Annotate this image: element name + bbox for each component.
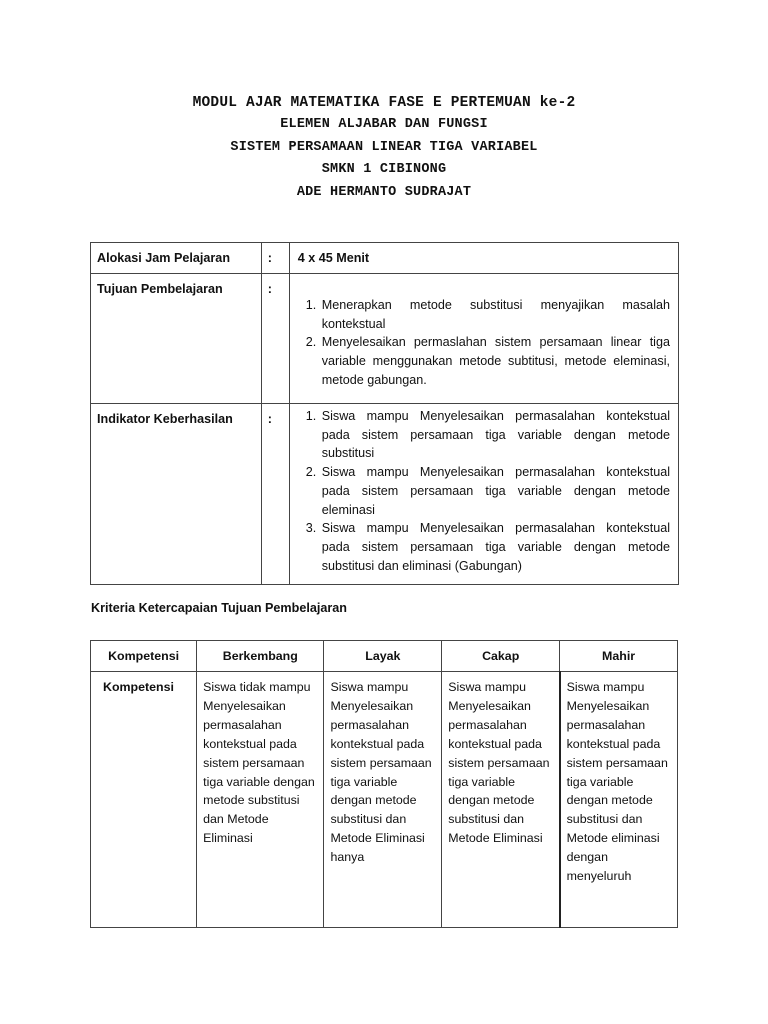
column-header: Berkembang [197,641,324,672]
info-separator: : [261,404,289,585]
list-item: 3. Siswa mampu Menyelesaikan permasalahan kontekstual pada sistem persamaan tiga variable dengan metode substitusi dan eliminasi (Gabungan) [320,519,670,575]
column-header: Mahir [560,641,678,672]
table-row [91,672,678,928]
list-item: 1. Siswa mampu Menyelesaikan permasalahan kontekstual pada sistem persamaan tiga variable dengan metode substitusi [320,407,670,463]
criteria-section-title: Kriteria Ketercapaian Tujuan Pembelajaran [91,601,347,615]
table-cell: Siswa mampu Menyelesaikan permasalahan kontekstual pada sistem persamaan tiga variable dengan metode substitusi dan Metode eliminasi dengan menyeluruh [560,672,678,928]
objectives-list [298,296,670,390]
info-label: Alokasi Jam Pelajaran [91,243,262,274]
info-value [289,274,678,404]
document-header [0,92,768,204]
document-school: SMKN 1 CIBINONG [321,162,447,177]
list-item: 2. Menyelesaikan permaslahan sistem persamaan linear tiga variable menggunakan metode subtitusi, metode eleminasi, metode gabungan. [320,333,670,389]
indicators-list [298,407,670,575]
criteria-header-row [91,641,678,672]
info-row-objectives [91,274,679,404]
document-author: ADE HERMANTO SUDRAJAT [296,184,472,200]
row-header: Kompetensi [91,672,197,928]
list-item: 1. Menerapkan metode substitusi menyajikan masalah kontekstual [320,296,670,333]
column-header: Kompetensi [91,641,197,672]
info-separator: : [261,243,289,274]
list-item: 2. Siswa mampu Menyelesaikan permasalahan kontekstual pada sistem persamaan tiga variable dengan metode eleminasi [320,463,670,519]
info-label: Tujuan Pembelajaran [91,274,262,404]
criteria-table [90,640,678,928]
document-topic: SISTEM PERSAMAAN LINEAR TIGA VARIABEL [230,139,538,155]
info-table [90,242,679,585]
table-cell: Siswa mampu Menyelesaikan permasalahan kontekstual pada sistem persamaan tiga variable dengan metode substitusi dan Metode Eliminasi [442,672,560,928]
info-label: Indikator Keberhasilan [91,404,262,585]
info-separator: : [261,274,289,404]
column-header: Cakap [442,641,560,672]
document-title: MODUL AJAR MATEMATIKA FASE E PERTEMUAN ke-2 [192,95,576,111]
info-row-time [91,243,679,274]
table-cell: Siswa tidak mampu Menyelesaikan permasalahan kontekstual pada sistem persamaan tiga variable dengan metode substitusi dan Metode Eliminasi [197,672,324,928]
info-value: 4 x 45 Menit [289,243,678,274]
table-cell: Siswa mampu Menyelesaikan permasalahan kontekstual pada sistem persamaan tiga variable dengan metode substitusi dan Metode Eliminasi hanya [324,672,442,928]
info-value [289,404,678,585]
document-element: ELEMEN ALJABAR DAN FUNGSI [280,117,488,132]
info-row-indicators [91,404,679,585]
column-header: Layak [324,641,442,672]
